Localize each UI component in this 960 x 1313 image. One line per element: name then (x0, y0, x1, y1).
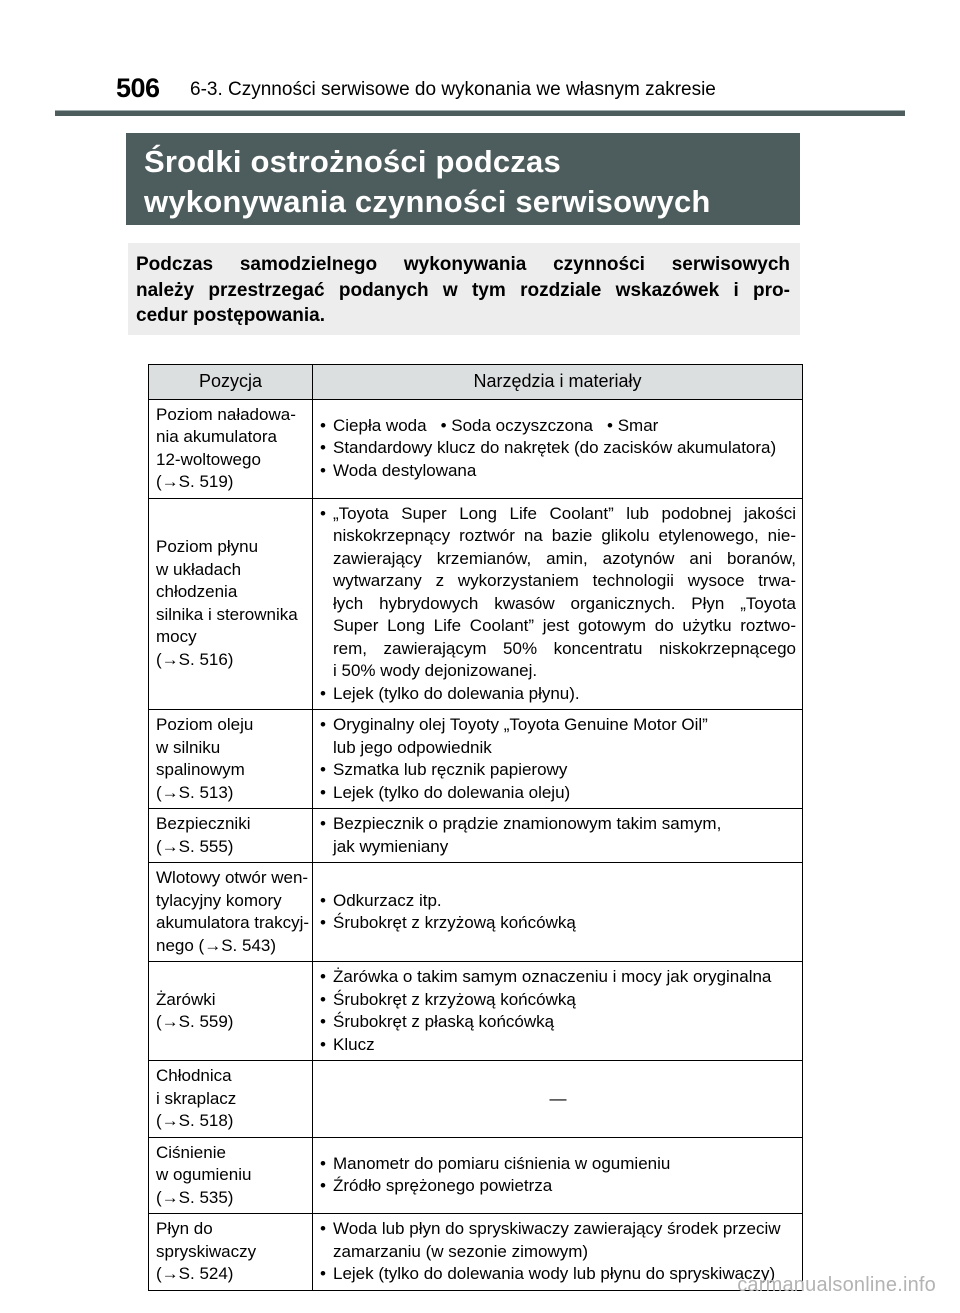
tools-list (320, 813, 796, 858)
section-banner-line-2: wykonywania czynności serwisowych (144, 184, 711, 219)
text-line: • Woda destylowana (333, 460, 477, 480)
intro-line-2: należy przestrzegać podanych w tym rozdziale wskazówek i pro- (136, 279, 790, 301)
text-line: (→S. 519) (156, 472, 234, 491)
tools-list-item (320, 460, 796, 483)
text-line: spalinowym (156, 760, 245, 779)
text-line: akumulatora trakcyj- (156, 913, 310, 932)
text-line: (→S. 518) (156, 1111, 234, 1130)
tools-list (320, 966, 796, 1056)
tools-list-item (320, 1034, 796, 1057)
table-cell-item (149, 1137, 313, 1214)
tools-list (320, 714, 796, 804)
text-line: • Oryginalny olej Toyoty „Toyota Genuine Motor Oil” (333, 715, 708, 734)
text-line: spryskiwaczy (156, 1241, 257, 1261)
text-line: i 50% wody dejonizowanej. (333, 661, 538, 680)
text-line: Poziom płynu (156, 537, 259, 557)
text-line: • Woda lub płyn do spryskiwaczy zawierający środek przeciw (333, 1219, 781, 1238)
table-cell-item (149, 399, 313, 498)
text-line: łych hybrydowych kwasów organicznych. Płyn „Toyota (333, 593, 796, 613)
table-cell-tools (313, 962, 803, 1061)
text-line: • Żarówka o takim samym oznaczeniu i mocy jak oryginalna (333, 967, 772, 986)
table-cell-tools (313, 498, 803, 710)
text-line: Poziom naładowa- (156, 404, 296, 424)
text-line: (→S. 555) (156, 836, 234, 856)
tools-list-item (320, 989, 796, 1012)
text-line: • Lejek (tylko do dolewania płynu). (333, 683, 580, 703)
text-line: Żarówki (156, 989, 216, 1009)
text-line: jak wymieniany (333, 836, 449, 856)
table-cell-tools (313, 863, 803, 962)
text-line: (→S. 524) (156, 1264, 234, 1283)
text-line: • Lejek (tylko do dolewania oleju) (333, 782, 571, 802)
table-cell-item (149, 1061, 313, 1138)
table-cell-tools (313, 1137, 803, 1214)
tools-list-item (320, 437, 796, 460)
text-line: Bezpieczniki (156, 814, 251, 833)
table-row (149, 399, 803, 498)
text-line: rem, zawierającym 50% koncentratu niskokrzepnącego (333, 638, 796, 658)
table-row (149, 498, 803, 710)
tools-list (320, 890, 796, 935)
tools-list-item (320, 813, 796, 858)
chapter-title: 6-3. Czynności serwisowe do wykonania we własnym zakresie (190, 79, 716, 100)
tools-list-item (320, 890, 796, 913)
text-line: • Manometr do pomiaru ciśnienia w ogumieniu (333, 1153, 671, 1173)
text-line: Super Long Life Coolant” jest gotowym do użytku roztwo- (333, 616, 796, 635)
table-header-pozycja: Pozycja (149, 365, 313, 400)
maintenance-table-wrapper (148, 364, 802, 1291)
text-line: 12-woltowego (156, 449, 261, 469)
header-divider (55, 110, 905, 116)
tools-list (320, 503, 796, 706)
table-header-narzedzia: Narzędzia i materiały (313, 365, 803, 400)
table-cell-item (149, 809, 313, 863)
tools-list-item (320, 714, 796, 759)
text-line: w ogumieniu (156, 1165, 252, 1184)
table-cell-item (149, 498, 313, 710)
tools-list-item (320, 759, 796, 782)
table-cell-tools (313, 1214, 803, 1291)
text-line: • Śrubokręt z płaską końcówką (333, 1012, 555, 1031)
tools-list (320, 415, 796, 483)
tools-inline-entry: Ciepła woda (333, 415, 427, 435)
text-line: • Standardowy klucz do nakrętek (do zacisków akumulatora) (333, 438, 777, 458)
text-line: (→S. 513) (156, 782, 234, 802)
text-line: • „Toyota Super Long Life Coolant” lub podobnej jakości (333, 503, 796, 523)
tools-list-item (320, 683, 796, 706)
section-banner-line-1: Środki ostrożności podczas (144, 144, 561, 179)
tools-list (320, 1153, 796, 1198)
table-cell-tools (313, 1061, 803, 1138)
text-line: • Bezpiecznik o prądzie znamionowym takim samym, (333, 814, 722, 833)
tools-list-item (320, 1011, 796, 1034)
tools-list-item (320, 782, 796, 805)
tools-list (320, 1218, 796, 1286)
tools-inline-entry: Smar (617, 415, 659, 435)
text-line: wytwarzany z wykorzystaniem technologii wysoce trwa- (333, 571, 796, 590)
text-line: — (549, 1088, 567, 1108)
running-head (0, 72, 960, 106)
tools-list-item (320, 1263, 796, 1286)
table-cell-item (149, 962, 313, 1061)
tools-list-item: • Ciepła woda • Soda oczyszczona • Smar (320, 415, 796, 438)
table-row (149, 863, 803, 962)
text-line: • Śrubokręt z krzyżową końcówką (333, 989, 576, 1009)
table-row (149, 1137, 803, 1214)
text-line: (→S. 559) (156, 1012, 234, 1031)
tools-list-item (320, 503, 796, 683)
text-line: w silniku (156, 737, 221, 757)
text-line: zawierający krzemianów, amin, azotynów ani boranów, (333, 548, 796, 568)
text-line: mocy (156, 627, 197, 647)
tools-inline-entry: Soda oczyszczona (451, 415, 593, 435)
table-row (149, 962, 803, 1061)
table-header-row (149, 365, 803, 400)
text-line: niskokrzepnący roztwór na bazie glikolu etylenowego, nie- (333, 526, 796, 545)
text-line: chłodzenia (156, 582, 238, 602)
text-line: silnika i sterownika (156, 604, 298, 624)
table-row (149, 809, 803, 863)
text-line: • Śrubokręt z krzyżową końcówką (333, 913, 576, 932)
text-line: • Źródło sprężonego powietrza (333, 1176, 553, 1196)
tools-list-item (320, 1218, 796, 1263)
tools-list-item (320, 966, 796, 989)
table-cell-item (149, 863, 313, 962)
table-cell-item (149, 710, 313, 809)
text-line: tylacyjny komory (156, 890, 282, 910)
table-body (149, 399, 803, 1290)
text-line: • Klucz (333, 1034, 375, 1054)
maintenance-table (148, 364, 803, 1291)
text-line: w układach (156, 559, 242, 579)
intro-box (128, 243, 800, 335)
text-line: • Lejek (tylko do dolewania wody lub płynu do spryskiwaczy) (333, 1264, 776, 1283)
text-line: lub jego odpowiednik (333, 737, 492, 757)
text-line: Płyn do (156, 1219, 213, 1238)
intro-line-3: cedur postępowania. (136, 305, 325, 326)
tools-list-item (320, 1153, 796, 1176)
intro-line-1: Podczas samodzielnego wykonywania czynności serwisowych (136, 254, 790, 275)
text-line: Poziom oleju (156, 715, 254, 734)
table-cell-tools (313, 710, 803, 809)
text-line: • Odkurzacz itp. (333, 890, 442, 910)
text-line: i skraplacz (156, 1088, 237, 1108)
text-line: Ciśnienie (156, 1142, 226, 1162)
text-line: Wlotowy otwór wen- (156, 868, 309, 887)
page-number: 506 (116, 73, 160, 103)
table-row (149, 1214, 803, 1291)
table-cell-tools (313, 399, 803, 498)
watermark: carmanualsonline.info (737, 1274, 936, 1296)
text-line: Chłodnica (156, 1066, 232, 1085)
text-line: (→S. 516) (156, 649, 234, 669)
table-cell-tools (313, 809, 803, 863)
table-row (149, 1061, 803, 1138)
table-cell-item (149, 1214, 313, 1291)
tools-list-item (320, 1175, 796, 1198)
text-line: nia akumulatora (156, 427, 277, 446)
text-line: (→S. 535) (156, 1187, 234, 1207)
text-line: nego (→S. 543) (156, 935, 277, 955)
text-line: zamarzaniu (w sezonie zimowym) (333, 1241, 589, 1261)
table-row (149, 710, 803, 809)
tools-list-item (320, 912, 796, 935)
text-line: • Szmatka lub ręcznik papierowy (333, 760, 568, 779)
section-banner (126, 133, 800, 225)
